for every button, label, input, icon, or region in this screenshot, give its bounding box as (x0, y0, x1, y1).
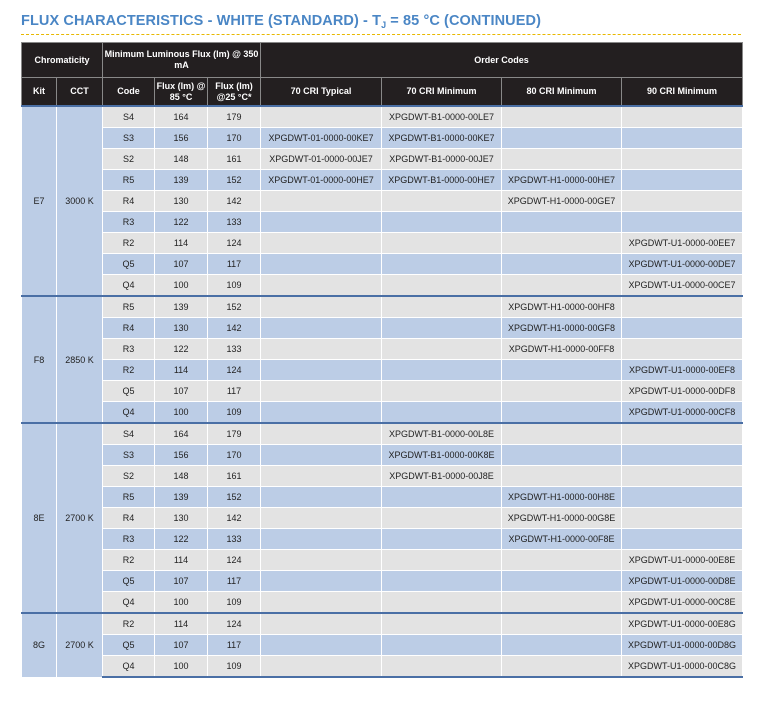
cri70-typical-cell (261, 508, 382, 529)
flux-25-cell: 170 (208, 445, 261, 466)
kit-cell: 8E (22, 423, 57, 613)
flux-25-cell: 117 (208, 571, 261, 592)
cri70-minimum-cell (382, 613, 502, 635)
flux-85-cell: 122 (155, 529, 208, 550)
cri70-minimum-cell (382, 571, 502, 592)
cri70-typical-cell (261, 254, 382, 275)
cri80-minimum-cell (502, 254, 622, 275)
cri70-typical-cell (261, 191, 382, 212)
flux-25-cell: 152 (208, 296, 261, 318)
bin-code-cell: R2 (103, 233, 155, 254)
cri90-minimum-cell: XPGDWT-U1-0000-00CE7 (622, 275, 743, 297)
kit-group (22, 613, 743, 677)
bin-code-cell: S3 (103, 445, 155, 466)
bin-code-cell: S2 (103, 149, 155, 170)
bin-code-cell: S4 (103, 106, 155, 128)
flux-85-cell: 130 (155, 191, 208, 212)
cri70-typical-cell (261, 635, 382, 656)
cri70-typical-cell (261, 613, 382, 635)
flux-table (21, 42, 743, 678)
table-row (22, 635, 743, 656)
bin-code-cell: R3 (103, 212, 155, 233)
cri90-minimum-cell: XPGDWT-U1-0000-00E8E (622, 550, 743, 571)
cri90-minimum-cell (622, 466, 743, 487)
cri70-minimum-cell (382, 296, 502, 318)
flux-85-cell: 114 (155, 360, 208, 381)
flux-85-cell: 148 (155, 149, 208, 170)
flux-25-cell: 179 (208, 106, 261, 128)
cri70-minimum-cell (382, 656, 502, 678)
flux-85-cell: 148 (155, 466, 208, 487)
flux-25-cell: 161 (208, 149, 261, 170)
kit-group (22, 106, 743, 296)
flux-85-cell: 107 (155, 571, 208, 592)
bin-code-cell: R5 (103, 296, 155, 318)
cri80-minimum-cell (502, 275, 622, 297)
cri70-typical-cell (261, 656, 382, 678)
table-row (22, 106, 743, 128)
kit-group (22, 296, 743, 423)
cri90-minimum-cell (622, 318, 743, 339)
table-row (22, 254, 743, 275)
flux-25-cell: 109 (208, 402, 261, 424)
flux-85-cell: 114 (155, 233, 208, 254)
cri70-typical-cell (261, 529, 382, 550)
bin-code-cell: Q5 (103, 571, 155, 592)
flux-85-cell: 114 (155, 550, 208, 571)
cri90-minimum-cell: XPGDWT-U1-0000-00CF8 (622, 402, 743, 424)
flux-85-cell: 114 (155, 613, 208, 635)
table-row (22, 529, 743, 550)
cri70-minimum-cell: XPGDWT-B1-0000-00JE7 (382, 149, 502, 170)
cri80-minimum-cell (502, 106, 622, 128)
cri90-minimum-cell (622, 106, 743, 128)
page-title (21, 13, 541, 30)
header-kit: Kit (22, 78, 57, 107)
cri80-minimum-cell (502, 571, 622, 592)
bin-code-cell: Q5 (103, 381, 155, 402)
table-row (22, 360, 743, 381)
cri70-minimum-cell (382, 254, 502, 275)
kit-cell: F8 (22, 296, 57, 423)
bin-code-cell: Q4 (103, 656, 155, 678)
cri70-minimum-cell (382, 508, 502, 529)
bin-code-cell: R5 (103, 170, 155, 191)
cri70-typical-cell (261, 550, 382, 571)
table-header (22, 43, 743, 107)
cri80-minimum-cell (502, 149, 622, 170)
flux-25-cell: 161 (208, 466, 261, 487)
header-80-cri-minimum: 80 CRI Minimum (502, 78, 622, 107)
header-order-codes: Order Codes (261, 43, 743, 78)
cri90-minimum-cell (622, 445, 743, 466)
cri90-minimum-cell (622, 212, 743, 233)
cri70-minimum-cell (382, 381, 502, 402)
bin-code-cell: Q5 (103, 254, 155, 275)
cri90-minimum-cell: XPGDWT-U1-0000-00E8G (622, 613, 743, 635)
flux-85-cell: 139 (155, 487, 208, 508)
flux-25-cell: 124 (208, 233, 261, 254)
cri80-minimum-cell: XPGDWT-H1-0000-00FF8 (502, 339, 622, 360)
cri90-minimum-cell: XPGDWT-U1-0000-00C8E (622, 592, 743, 614)
cri90-minimum-cell (622, 170, 743, 191)
table-row (22, 571, 743, 592)
header-flux-85: Flux (lm) @ 85 °C (155, 78, 208, 107)
title-divider (21, 34, 741, 35)
bin-code-cell: R4 (103, 318, 155, 339)
cri70-typical-cell (261, 318, 382, 339)
table-row (22, 656, 743, 678)
header-90-cri-minimum: 90 CRI Minimum (622, 78, 743, 107)
table-row (22, 212, 743, 233)
table-row (22, 339, 743, 360)
bin-code-cell: R5 (103, 487, 155, 508)
cri90-minimum-cell (622, 296, 743, 318)
cri80-minimum-cell: XPGDWT-H1-0000-00GF8 (502, 318, 622, 339)
flux-25-cell: 170 (208, 128, 261, 149)
table-row (22, 613, 743, 635)
flux-85-cell: 139 (155, 296, 208, 318)
flux-85-cell: 100 (155, 275, 208, 297)
cri90-minimum-cell (622, 128, 743, 149)
cri70-minimum-cell (382, 592, 502, 614)
flux-25-cell: 142 (208, 318, 261, 339)
flux-25-cell: 142 (208, 191, 261, 212)
cri90-minimum-cell (622, 508, 743, 529)
flux-25-cell: 117 (208, 635, 261, 656)
flux-85-cell: 122 (155, 339, 208, 360)
flux-85-cell: 164 (155, 106, 208, 128)
table-row (22, 275, 743, 297)
bin-code-cell: Q4 (103, 592, 155, 614)
cri70-typical-cell: XPGDWT-01-0000-00KE7 (261, 128, 382, 149)
cri70-minimum-cell: XPGDWT-B1-0000-00KE7 (382, 128, 502, 149)
header-70-cri-minimum: 70 CRI Minimum (382, 78, 502, 107)
cri70-minimum-cell (382, 402, 502, 424)
cct-cell: 2700 K (57, 423, 103, 613)
cri70-minimum-cell (382, 529, 502, 550)
cri80-minimum-cell (502, 613, 622, 635)
table-row (22, 128, 743, 149)
table-row (22, 487, 743, 508)
cri70-minimum-cell (382, 360, 502, 381)
flux-25-cell: 142 (208, 508, 261, 529)
cri90-minimum-cell (622, 423, 743, 445)
table-row (22, 233, 743, 254)
cri70-minimum-cell: XPGDWT-B1-0000-00K8E (382, 445, 502, 466)
kit-group (22, 423, 743, 613)
table-row (22, 296, 743, 318)
flux-85-cell: 100 (155, 592, 208, 614)
cri70-minimum-cell (382, 635, 502, 656)
header-cct: CCT (57, 78, 103, 107)
flux-85-cell: 139 (155, 170, 208, 191)
cri70-minimum-cell (382, 233, 502, 254)
cri80-minimum-cell (502, 656, 622, 678)
header-70-cri-typical: 70 CRI Typical (261, 78, 382, 107)
flux-85-cell: 156 (155, 128, 208, 149)
flux-25-cell: 117 (208, 254, 261, 275)
cri70-minimum-cell: XPGDWT-B1-0000-00HE7 (382, 170, 502, 191)
table-row (22, 402, 743, 424)
table-row (22, 466, 743, 487)
table-row (22, 445, 743, 466)
cri70-typical-cell (261, 275, 382, 297)
cri90-minimum-cell: XPGDWT-U1-0000-00C8G (622, 656, 743, 678)
cri80-minimum-cell: XPGDWT-H1-0000-00H8E (502, 487, 622, 508)
cri90-minimum-cell: XPGDWT-U1-0000-00D8G (622, 635, 743, 656)
cri80-minimum-cell: XPGDWT-H1-0000-00HF8 (502, 296, 622, 318)
table-row (22, 381, 743, 402)
cri80-minimum-cell (502, 233, 622, 254)
cri70-minimum-cell (382, 487, 502, 508)
flux-25-cell: 109 (208, 592, 261, 614)
cri80-minimum-cell (502, 381, 622, 402)
cri90-minimum-cell (622, 191, 743, 212)
cri80-minimum-cell (502, 212, 622, 233)
flux-25-cell: 133 (208, 339, 261, 360)
cri80-minimum-cell (502, 466, 622, 487)
header-code: Code (103, 78, 155, 107)
cri90-minimum-cell: XPGDWT-U1-0000-00D8E (622, 571, 743, 592)
cct-cell: 2700 K (57, 613, 103, 677)
cri90-minimum-cell: XPGDWT-U1-0000-00EF8 (622, 360, 743, 381)
flux-85-cell: 122 (155, 212, 208, 233)
cri80-minimum-cell (502, 445, 622, 466)
flux-85-cell: 107 (155, 254, 208, 275)
cri70-typical-cell (261, 339, 382, 360)
flux-85-cell: 156 (155, 445, 208, 466)
bin-code-cell: R4 (103, 191, 155, 212)
cri70-minimum-cell: XPGDWT-B1-0000-00J8E (382, 466, 502, 487)
cri70-typical-cell (261, 466, 382, 487)
bin-code-cell: R3 (103, 529, 155, 550)
cri90-minimum-cell: XPGDWT-U1-0000-00DE7 (622, 254, 743, 275)
cri70-typical-cell (261, 445, 382, 466)
cri70-minimum-cell: XPGDWT-B1-0000-00LE7 (382, 106, 502, 128)
cri80-minimum-cell (502, 402, 622, 424)
cri70-typical-cell (261, 571, 382, 592)
cri70-minimum-cell (382, 550, 502, 571)
cri80-minimum-cell (502, 360, 622, 381)
cri80-minimum-cell: XPGDWT-H1-0000-00F8E (502, 529, 622, 550)
header-flux-25: Flux (lm) @25 °C* (208, 78, 261, 107)
bin-code-cell: Q5 (103, 635, 155, 656)
cri70-typical-cell (261, 296, 382, 318)
cri70-minimum-cell (382, 339, 502, 360)
cri70-typical-cell (261, 423, 382, 445)
cri70-typical-cell (261, 233, 382, 254)
bin-code-cell: S4 (103, 423, 155, 445)
flux-25-cell: 179 (208, 423, 261, 445)
flux-25-cell: 133 (208, 212, 261, 233)
flux-25-cell: 124 (208, 360, 261, 381)
cri70-typical-cell (261, 402, 382, 424)
kit-cell: 8G (22, 613, 57, 677)
table-row (22, 592, 743, 614)
cri80-minimum-cell (502, 635, 622, 656)
flux-25-cell: 109 (208, 275, 261, 297)
kit-cell: E7 (22, 106, 57, 296)
cri90-minimum-cell (622, 149, 743, 170)
bin-code-cell: Q4 (103, 275, 155, 297)
cri70-minimum-cell (382, 191, 502, 212)
cri80-minimum-cell: XPGDWT-H1-0000-00GE7 (502, 191, 622, 212)
bin-code-cell: R4 (103, 508, 155, 529)
flux-25-cell: 124 (208, 550, 261, 571)
cri90-minimum-cell (622, 487, 743, 508)
flux-85-cell: 100 (155, 402, 208, 424)
cri80-minimum-cell (502, 550, 622, 571)
bin-code-cell: R2 (103, 360, 155, 381)
cri80-minimum-cell (502, 128, 622, 149)
cri90-minimum-cell (622, 529, 743, 550)
cri70-typical-cell (261, 487, 382, 508)
cri70-typical-cell (261, 212, 382, 233)
cri70-minimum-cell (382, 212, 502, 233)
bin-code-cell: R2 (103, 613, 155, 635)
header-min-flux: Minimum Luminous Flux (lm) @ 350 mA (103, 43, 261, 78)
table-row (22, 550, 743, 571)
cri70-minimum-cell (382, 318, 502, 339)
table-row (22, 149, 743, 170)
cri90-minimum-cell: XPGDWT-U1-0000-00DF8 (622, 381, 743, 402)
table-row (22, 318, 743, 339)
cri70-typical-cell (261, 106, 382, 128)
cri80-minimum-cell: XPGDWT-H1-0000-00G8E (502, 508, 622, 529)
title-subscript: J (381, 20, 387, 30)
table-row (22, 170, 743, 191)
flux-25-cell: 109 (208, 656, 261, 678)
flux-85-cell: 107 (155, 381, 208, 402)
cri80-minimum-cell (502, 423, 622, 445)
flux-85-cell: 100 (155, 656, 208, 678)
bin-code-cell: R3 (103, 339, 155, 360)
bin-code-cell: Q4 (103, 402, 155, 424)
table-row (22, 191, 743, 212)
cri70-typical-cell: XPGDWT-01-0000-00JE7 (261, 149, 382, 170)
flux-25-cell: 124 (208, 613, 261, 635)
table-row (22, 508, 743, 529)
flux-85-cell: 107 (155, 635, 208, 656)
title-rest: = 85 °C (CONTINUED) (386, 13, 542, 29)
flux-85-cell: 130 (155, 508, 208, 529)
bin-code-cell: R2 (103, 550, 155, 571)
cri70-typical-cell: XPGDWT-01-0000-00HE7 (261, 170, 382, 191)
flux-85-cell: 130 (155, 318, 208, 339)
cri70-typical-cell (261, 592, 382, 614)
header-chromaticity: Chromaticity (22, 43, 103, 78)
bin-code-cell: S2 (103, 466, 155, 487)
flux-85-cell: 164 (155, 423, 208, 445)
cri70-minimum-cell (382, 275, 502, 297)
flux-25-cell: 152 (208, 170, 261, 191)
table-row (22, 423, 743, 445)
title-main: FLUX CHARACTERISTICS - WHITE (STANDARD) - T (21, 13, 382, 29)
cri80-minimum-cell: XPGDWT-H1-0000-00HE7 (502, 170, 622, 191)
cri80-minimum-cell (502, 592, 622, 614)
flux-25-cell: 133 (208, 529, 261, 550)
cri70-typical-cell (261, 360, 382, 381)
cri70-minimum-cell: XPGDWT-B1-0000-00L8E (382, 423, 502, 445)
cct-cell: 3000 K (57, 106, 103, 296)
cri90-minimum-cell (622, 339, 743, 360)
cri90-minimum-cell: XPGDWT-U1-0000-00EE7 (622, 233, 743, 254)
flux-25-cell: 152 (208, 487, 261, 508)
cct-cell: 2850 K (57, 296, 103, 423)
flux-25-cell: 117 (208, 381, 261, 402)
cri70-typical-cell (261, 381, 382, 402)
bin-code-cell: S3 (103, 128, 155, 149)
